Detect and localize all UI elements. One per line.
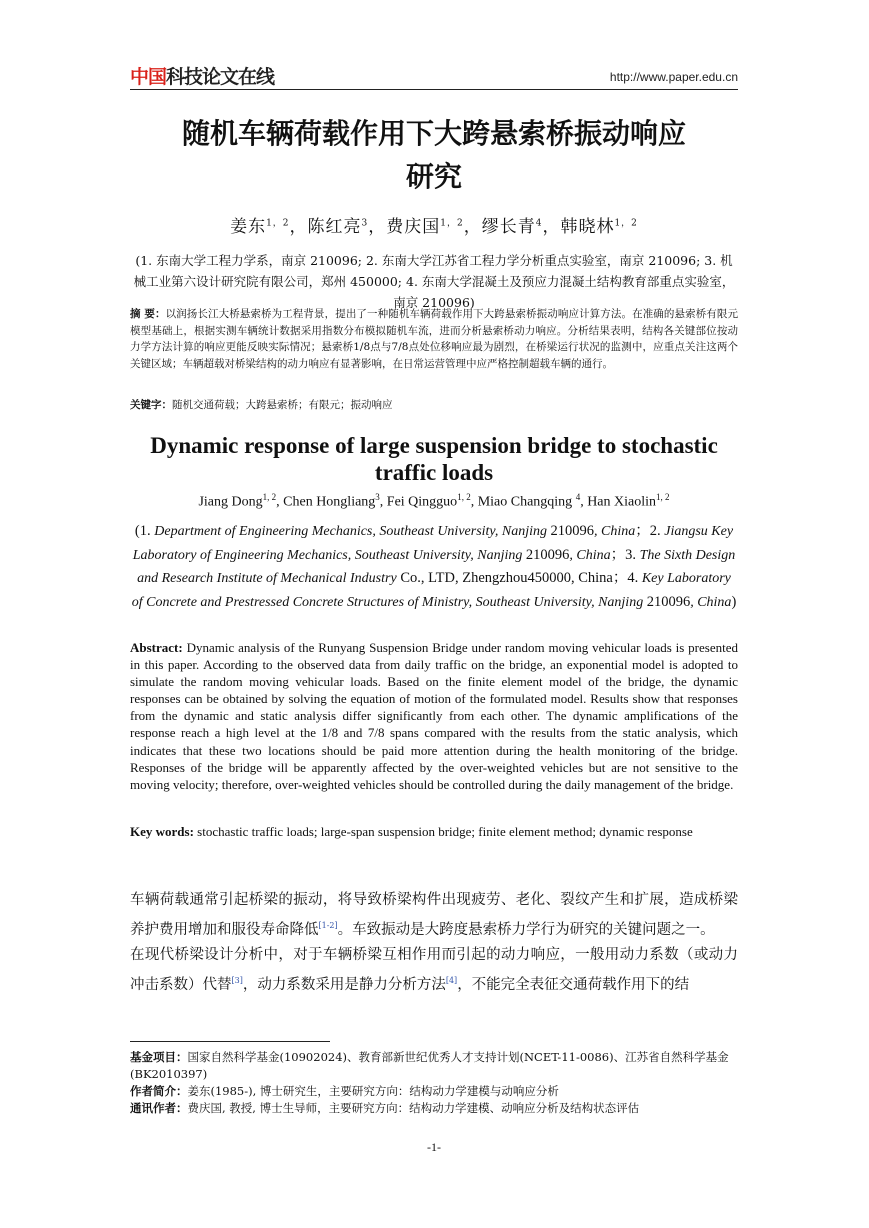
affil-en-num: 4. [627, 570, 642, 586]
keywords-en-text: stochastic traffic loads; large-span suspension bridge; finite element method; dynamic response [193, 824, 693, 839]
affil-en-sep: ； [612, 570, 628, 586]
logo-red-text: 中国 [130, 66, 167, 88]
affil-en-city: , Nanjing [494, 524, 551, 539]
affil-en-num: (1. [134, 523, 155, 539]
author-sep: ， [463, 217, 482, 237]
title-chinese [130, 112, 738, 198]
affil-en-country: , China [690, 594, 732, 610]
author-cn: 姜东 [230, 217, 267, 237]
author-info-text: 姜东(1985-), 博士研究生，主要研究方向：结构动力学建模与动响应分析 [187, 1084, 559, 1098]
author-cn-sup: 1，2 [440, 218, 464, 229]
body-p2-a: 在现代桥梁设计分析中，对于车辆桥梁互相作用而引起的动力响应，一般用动力系数（或动力冲击系数）代替 [130, 946, 738, 993]
affil-en-sep: ) [731, 593, 737, 610]
author-cn: 缪长青 [481, 217, 536, 237]
title-cn-line1: 随机车辆荷载作用下大跨悬索桥振动响应 [181, 117, 686, 150]
affil-en-zip: 210096 [550, 523, 594, 539]
corr-label: 通讯作者： [130, 1101, 188, 1115]
author-en-sup: 4 [575, 492, 581, 502]
fund-label: 基金项目： [130, 1050, 188, 1064]
author-en: Fei Qingguo [386, 494, 458, 510]
author-sep: ， [368, 217, 387, 237]
body-p1-a: 车辆荷载通常引起桥梁的振动，将导致桥梁构件出现疲劳、老化、裂纹产生和扩展，造成桥梁养护费用增加和服役寿命降低 [130, 892, 738, 938]
affil-en-city: Co., LTD, Zhengzhou [396, 570, 528, 586]
affil-en-num: 3. [625, 546, 640, 563]
author-en: Chen Hongliang [283, 494, 376, 510]
site-logo[interactable] [130, 62, 274, 89]
body-p2-c: ，不能完全表征交通荷载作用下的结 [457, 976, 690, 993]
affiliations-english [130, 520, 738, 614]
author-en-sup: 1, 2 [656, 492, 670, 502]
fund-text: 国家自然科学基金(10902024)、教育部新世纪优秀人才支持计划(NCET-11-0086)、江苏省自然科学基金(BK2010397) [130, 1050, 729, 1081]
affil-en-city: , Nanjing [591, 594, 647, 610]
footnote-fund [130, 1049, 738, 1083]
affil-en-inst: Jiangsu Key Laboratory of Engineering Mechanics [132, 524, 734, 563]
author-en-sup: 1, 2 [262, 492, 277, 502]
corr-text: 费庆国, 教授, 博士生导师，主要研究方向：结构动力学建模、动响应分析及结构状态评估 [187, 1101, 640, 1115]
keywords-en-label: Key words: [130, 824, 194, 839]
body-p2-b: ，动力系数采用是静力分析方法 [242, 976, 446, 993]
author-cn: 费庆国 [386, 217, 441, 237]
keywords-chinese [130, 397, 738, 413]
author-en: Miao Changqing [477, 494, 576, 510]
body-paragraph-1 [130, 888, 738, 943]
abstract-en-label: Abstract: [130, 640, 183, 655]
page-header [130, 60, 738, 90]
body-paragraph-2 [130, 943, 738, 998]
citation-link[interactable]: [1-2] [318, 921, 338, 930]
citation-link[interactable]: [3] [231, 975, 243, 985]
abstract-cn-text: 以润扬长江大桥悬索桥为工程背景，提出了一种随机车辆荷载作用下大跨悬索桥振动响应计算方法。在准确的悬索桥有限元模型基础上，根据实测车辆统计数据采用指数分布模拟随机车流，进而分析悬索桥动力响应。分析结果表明，结构各关键部位按动力学方法计算的响应更能反映实际情况；悬索桥1/8点与7/8点处位移响应最为剧烈，在桥梁运行状况的监测中，应重点关注这两个关键区域；车辆超载对桥梁结构的动力响应有显著影响，在日常运营管理中应严格控制超载车辆的通行。 [130, 308, 739, 370]
site-url[interactable]: http://www.paper.edu.cn [609, 70, 738, 84]
abstract-chinese [130, 306, 738, 372]
author-cn-sup: 4 [535, 218, 543, 229]
footnotes [130, 1049, 738, 1117]
title-cn-line2: 研究 [405, 160, 462, 193]
affil-en-num: 2. [649, 523, 665, 539]
page-number: -1- [427, 1140, 441, 1154]
author-en: Han Xiaolin [587, 494, 657, 510]
affil-en-zip: 450000 [527, 570, 571, 586]
author-cn-sup: 1，2 [266, 218, 290, 229]
affil-en-country: , China [594, 524, 636, 539]
author-en-sup: 3 [375, 492, 380, 502]
citation-link[interactable]: [4] [445, 975, 458, 985]
abstract-en-text: Dynamic analysis of the Runyang Suspension Bridge under random moving vehicular loads is presented in this paper. According to the observed data from daily traffic on the bridge, an exponential model is adopted to simulate the random moving vehicular loads. Based on the finite element model of the bridge, the dynamic responses can be obtained by solving the equation of motion of the formulated model. Results show that responses from the dynamic and static analysis differ significantly from each other. The dynamic amplifications of the response reach a high level at the 1/8 and 7/8 spans compared with the results from the static analysis, which indicates that these two locations should be paid more attention during the health monitoring of the bridge. Responses of the bridge will be apparently affected by the over-weighted vehicles but are not sensitive to the moving velocity; therefore, over-weighted vehicles should be controlled during the daily management of the bridge. [130, 640, 738, 792]
authors-english: Jiang Dong$^{1, 2}$, Chen Hongliang$^3$, Fei Qingguo$^{1, 2}$, Miao Changqing $^4$, Han Xiaolin$^{1, 2}$ [198, 492, 670, 510]
logo-dark-text: 科技论文在线 [166, 66, 275, 88]
keywords-english [130, 823, 738, 840]
affil-en-inst: The Sixth Design and Research Institute of Mechanical Industry [137, 547, 736, 586]
affil-en-country: , China [569, 547, 611, 563]
abstract-english [130, 639, 738, 793]
author-info-label: 作者简介： [130, 1084, 188, 1098]
title-english: Dynamic response of large suspension bridge to stochastic traffic loads [150, 433, 718, 485]
author-sep: ， [289, 217, 308, 237]
author-cn-sup: 1，2 [614, 218, 638, 229]
author-cn: 韩晓林 [560, 217, 615, 237]
abstract-cn-label: 摘 要： [130, 308, 166, 320]
footnote-author [130, 1083, 738, 1100]
footnote-divider [130, 1041, 330, 1042]
affil-en-sep: ； [635, 523, 650, 539]
footnote-corresponding [130, 1100, 738, 1117]
affil-en-zip: 210096 [525, 546, 570, 563]
author-cn: 陈红亮 [307, 217, 362, 237]
affil-en-country: , China [570, 570, 613, 586]
affil-en-city: , Southeast University, Nanjing [347, 547, 526, 563]
affil-en-inst: Department of Engineering Mechanics, Southeast University [154, 524, 495, 539]
keywords-cn-text: 随机交通荷载；大跨悬索桥；有限元；振动响应 [172, 399, 393, 411]
author-en: Jiang Dong [198, 494, 263, 510]
body-text [130, 888, 738, 998]
affil-en-inst: Key Laboratory of Concrete and Prestressed Concrete Structures of Ministry, Southeast University [131, 571, 731, 610]
author-sep: ， [542, 217, 561, 237]
authors-chinese [130, 212, 738, 237]
author-en-sup: 1, 2 [457, 492, 471, 502]
affil-en-sep: ； [610, 546, 626, 563]
affil-en-zip: 210096 [646, 593, 691, 610]
keywords-cn-label: 关键字： [130, 399, 172, 411]
body-p1-b: 。车致振动是大跨度悬索桥力学行为研究的关键问题之一。 [337, 921, 715, 938]
affiliations-chinese: (1. 东南大学工程力学系，南京 210096; 2. 东南大学江苏省工程力学分析重点实验室，南京 210096; 3. 机械工业第六设计研究院有限公司，郑州 450000; 4. 东南大学混凝土及预应力混凝土结构教育部重点实验室，南京 210096) [133, 253, 735, 310]
author-cn-sup: 3 [361, 218, 369, 229]
